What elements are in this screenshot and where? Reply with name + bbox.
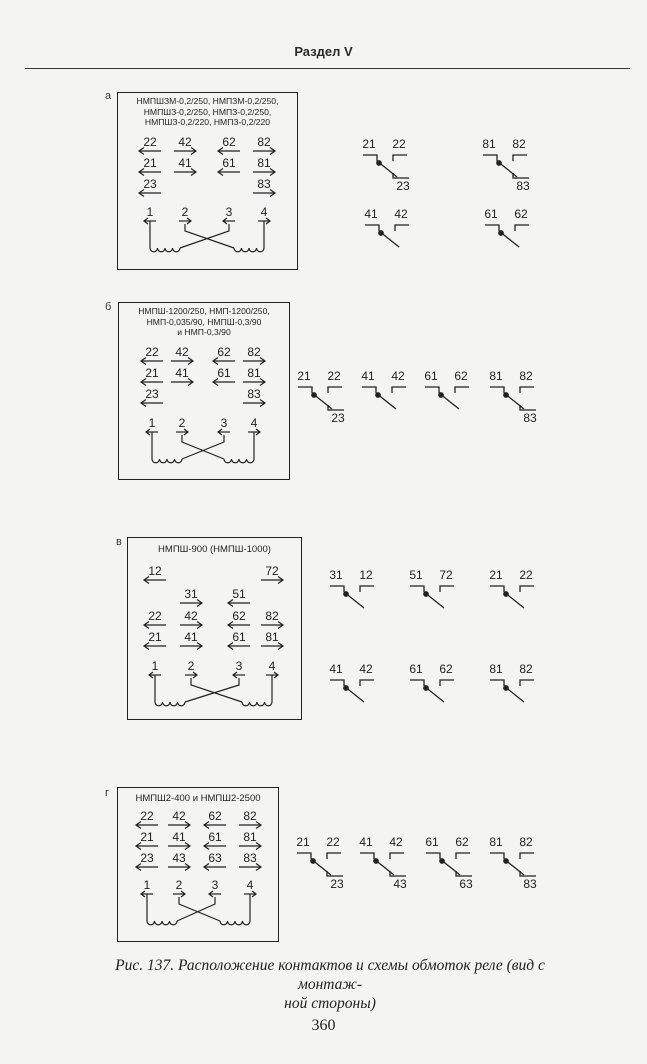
terminal-label: 1 xyxy=(151,659,159,673)
terminal-label: 51 xyxy=(409,568,423,582)
terminal-label: 61 xyxy=(222,156,236,170)
terminal-label: 21 xyxy=(140,830,154,844)
terminal-label: 62 xyxy=(514,207,528,221)
terminal-label: 2 xyxy=(181,205,189,219)
panel-letter-b: б xyxy=(105,301,112,313)
coil-block xyxy=(141,878,256,925)
terminal-label: 72 xyxy=(265,564,279,578)
contact-symbol xyxy=(489,369,537,425)
terminal-label: 42 xyxy=(172,809,186,823)
coil xyxy=(220,921,250,925)
terminal-label: 21 xyxy=(489,568,503,582)
terminal-label: 1 xyxy=(148,416,156,430)
terminal-label: 3 xyxy=(225,205,233,219)
terminal-label: 23 xyxy=(143,177,157,191)
terminal-label: 4 xyxy=(246,878,254,892)
page-number: 360 xyxy=(311,1017,336,1034)
crossing-wire xyxy=(185,224,234,248)
model-line: НМПШ-900 (НМПШ-1000) xyxy=(158,544,271,555)
caption-line: ной стороны) xyxy=(284,995,376,1012)
terminal-label: 83 xyxy=(243,851,257,865)
terminal-label: 81 xyxy=(482,137,496,151)
crossing-wire xyxy=(177,897,215,921)
panel-letter-v: в xyxy=(116,536,122,548)
terminal-label: 43 xyxy=(172,851,186,865)
contact-symbol xyxy=(361,369,406,409)
terminal-label: 83 xyxy=(247,387,261,401)
terminal-label: 21 xyxy=(297,369,311,383)
terminal-label: 22 xyxy=(148,609,162,623)
model-line: НМПШЗ-0,2/220, НМПЗ-0,2/220 xyxy=(144,117,271,127)
terminal-label: 83 xyxy=(257,177,271,191)
terminal-label: 22 xyxy=(392,137,406,151)
terminal-label: 21 xyxy=(143,156,157,170)
coil-block xyxy=(149,659,278,706)
terminal-label: 81 xyxy=(489,662,503,676)
contact-symbol xyxy=(425,835,473,891)
terminal-label: 42 xyxy=(391,369,405,383)
terminal-label: 23 xyxy=(145,387,159,401)
terminal-label: 41 xyxy=(172,830,186,844)
contact-symbol xyxy=(424,369,469,409)
terminal-label: 21 xyxy=(296,835,310,849)
terminal-label: 63 xyxy=(208,851,222,865)
terminal-label: 51 xyxy=(232,587,246,601)
terminal-label: 41 xyxy=(364,207,378,221)
terminal-label: 12 xyxy=(148,564,162,578)
terminal-label: 62 xyxy=(217,345,231,359)
terminal-label: 21 xyxy=(145,366,159,380)
model-line: НМП-0,035/90, НМПШ-0,3/90 xyxy=(146,316,262,327)
contact-symbol xyxy=(489,835,537,891)
contact-symbol xyxy=(409,662,454,702)
terminal-label: 22 xyxy=(140,809,154,823)
terminal-label: 82 xyxy=(257,135,271,149)
terminal-label: 61 xyxy=(208,830,222,844)
terminal-label: 43 xyxy=(393,877,407,891)
terminal-label: 82 xyxy=(265,609,279,623)
terminal-label: 61 xyxy=(217,366,231,380)
terminal-label: 4 xyxy=(268,659,276,673)
terminal-label: 41 xyxy=(178,156,192,170)
model-line: НМПШЗМ-0,2/250, НМПЗМ-0,2/250, xyxy=(136,96,279,106)
terminal-label: 72 xyxy=(439,568,453,582)
terminal-label: 2 xyxy=(178,416,186,430)
coil xyxy=(242,702,272,706)
terminal-label: 21 xyxy=(148,630,162,644)
coil-block xyxy=(144,205,270,252)
coil xyxy=(155,702,185,706)
model-line: НМПШЗ-0,2/250, НМПЗ-0,2/250, xyxy=(143,106,272,117)
terminal-label: 22 xyxy=(143,135,157,149)
terminal-label: 41 xyxy=(329,662,343,676)
terminal-label: 42 xyxy=(175,345,189,359)
coil xyxy=(152,459,182,463)
terminal-label: 3 xyxy=(211,878,219,892)
terminal-label: 41 xyxy=(184,630,198,644)
contact-symbol xyxy=(329,568,374,608)
contact-symbol xyxy=(329,662,374,702)
terminal-label: 42 xyxy=(184,609,198,623)
contact-symbol xyxy=(489,662,534,702)
contact-symbol xyxy=(482,137,530,193)
terminal-label: 41 xyxy=(361,369,375,383)
terminal-label: 82 xyxy=(519,835,533,849)
coil-block xyxy=(146,416,260,463)
terminal-label: 31 xyxy=(184,587,198,601)
terminal-label: 3 xyxy=(235,659,243,673)
terminal-label: 42 xyxy=(178,135,192,149)
terminal-label: 81 xyxy=(247,366,261,380)
terminal-label: 83 xyxy=(523,877,537,891)
figure-caption xyxy=(100,956,560,1013)
terminal-label: 22 xyxy=(327,369,341,383)
terminal-label: 62 xyxy=(232,609,246,623)
terminal-label: 63 xyxy=(459,877,473,891)
terminal-label: 62 xyxy=(208,809,222,823)
terminal-label: 23 xyxy=(330,877,344,891)
terminal-label: 62 xyxy=(454,369,468,383)
coil xyxy=(234,248,264,252)
terminal-label: 2 xyxy=(187,659,195,673)
terminal-label: 42 xyxy=(389,835,403,849)
terminal-label: 4 xyxy=(250,416,258,430)
terminal-label: 3 xyxy=(220,416,228,430)
panel-letter-g: г xyxy=(105,787,110,799)
terminal-label: 41 xyxy=(359,835,373,849)
coil xyxy=(224,459,254,463)
contact-symbol xyxy=(297,369,345,425)
crossing-wire xyxy=(180,224,229,248)
terminal-label: 81 xyxy=(257,156,271,170)
contact-symbol xyxy=(484,207,529,247)
terminal-label: 22 xyxy=(326,835,340,849)
terminal-label: 82 xyxy=(519,662,533,676)
terminal-label: 1 xyxy=(146,205,154,219)
terminal-label: 82 xyxy=(243,809,257,823)
contact-symbol xyxy=(364,207,409,247)
crossing-wire xyxy=(182,435,224,459)
terminal-label: 81 xyxy=(489,835,503,849)
terminal-label: 31 xyxy=(329,568,343,582)
terminal-label: 22 xyxy=(145,345,159,359)
contact-symbol xyxy=(296,835,344,891)
terminal-label: 62 xyxy=(455,835,469,849)
model-line: и НМП-0,3/90 xyxy=(177,327,231,337)
terminal-label: 1 xyxy=(143,878,151,892)
terminal-label: 2 xyxy=(175,878,183,892)
terminal-label: 23 xyxy=(396,179,410,193)
terminal-label: 83 xyxy=(516,179,530,193)
terminal-label: 12 xyxy=(359,568,373,582)
terminal-label: 81 xyxy=(243,830,257,844)
terminal-label: 41 xyxy=(175,366,189,380)
crossing-wire xyxy=(191,678,242,702)
terminal-label: 21 xyxy=(362,137,376,151)
contact-symbol xyxy=(362,137,410,193)
terminal-label: 82 xyxy=(512,137,526,151)
contact-symbol xyxy=(409,568,454,608)
terminal-label: 81 xyxy=(489,369,503,383)
terminal-label: 61 xyxy=(232,630,246,644)
terminal-label: 61 xyxy=(409,662,423,676)
contact-symbol xyxy=(489,568,534,608)
terminal-label: 42 xyxy=(394,207,408,221)
coil xyxy=(150,248,180,252)
terminal-label: 62 xyxy=(439,662,453,676)
terminal-label: 22 xyxy=(519,568,533,582)
coil xyxy=(147,921,177,925)
model-line: НМПШ-1200/250, НМП-1200/250, xyxy=(138,306,270,316)
terminal-label: 61 xyxy=(424,369,438,383)
terminal-label: 82 xyxy=(519,369,533,383)
terminal-label: 83 xyxy=(523,411,537,425)
terminal-label: 81 xyxy=(265,630,279,644)
crossing-wire xyxy=(182,435,224,459)
terminal-label: 23 xyxy=(140,851,154,865)
panel-letter-a: а xyxy=(105,90,112,102)
terminal-label: 82 xyxy=(247,345,261,359)
contact-symbol xyxy=(359,835,407,891)
terminal-label: 61 xyxy=(484,207,498,221)
terminal-label: 42 xyxy=(359,662,373,676)
terminal-label: 23 xyxy=(331,411,345,425)
caption-line: Рис. 137. Расположение контактов и схемы обмоток реле (вид с монтаж- xyxy=(115,957,545,993)
terminal-label: 62 xyxy=(222,135,236,149)
section-header: Раздел V xyxy=(294,44,353,59)
terminal-label: 61 xyxy=(425,835,439,849)
model-line: НМПШ2-400 и НМПШ2-2500 xyxy=(135,793,261,804)
terminal-label: 4 xyxy=(260,205,268,219)
